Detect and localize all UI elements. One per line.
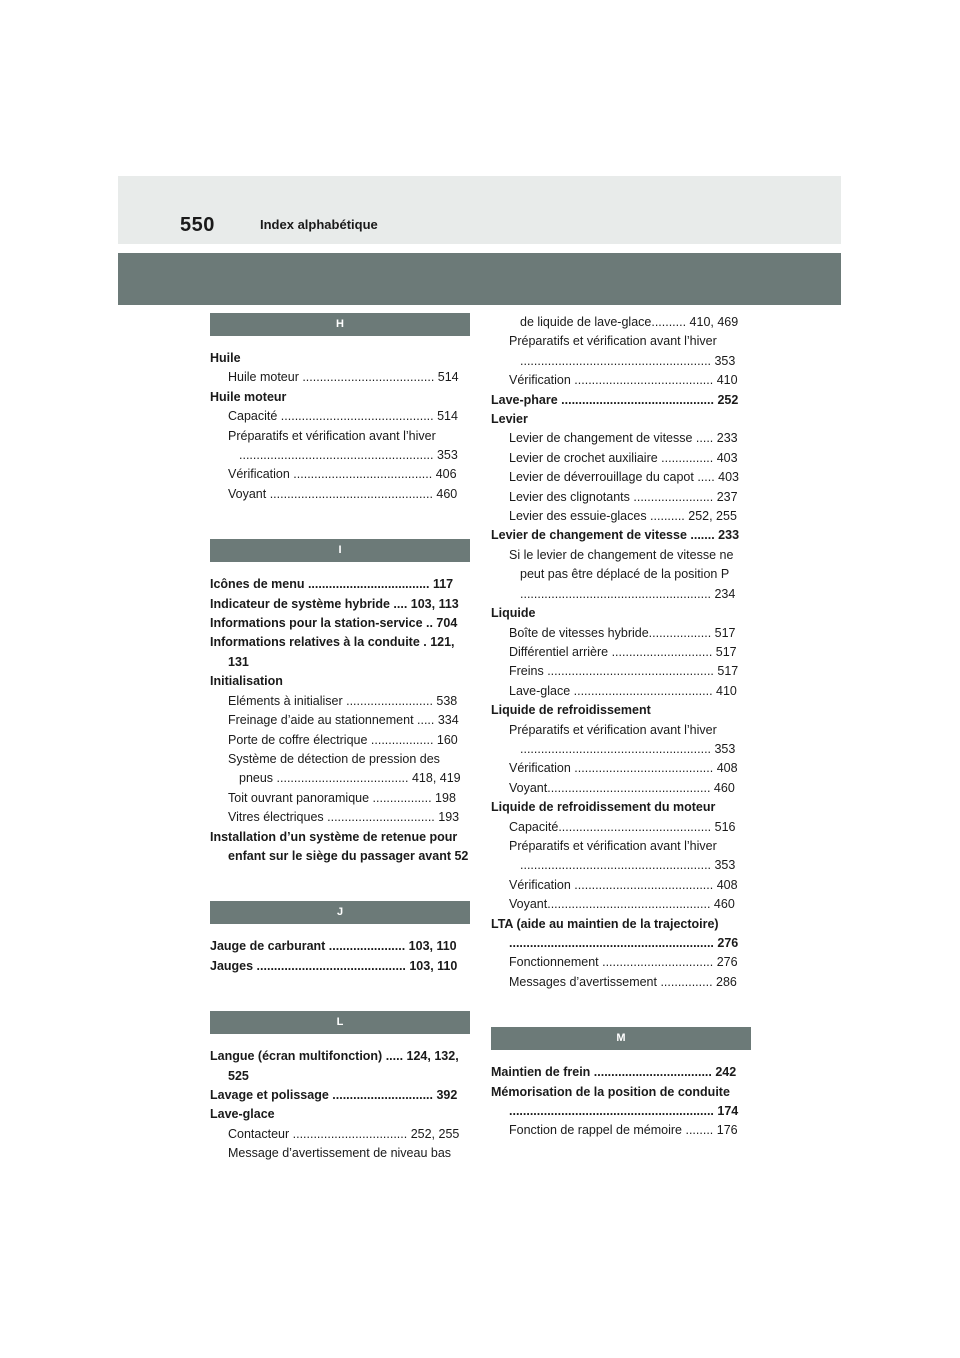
section-spacer <box>210 976 470 1011</box>
index-entry-main: Informations pour la station-service .. 704 <box>210 616 458 631</box>
index-entry-sub: Vérification ........................................ 408 <box>509 877 738 892</box>
index-entry-sub: Boîte de vitesses hybride.................. 517 <box>509 625 736 640</box>
index-entry-sub: Eléments à initialiser ......................... 538 <box>228 693 458 708</box>
index-entry-main: Initialisation <box>210 674 283 689</box>
index-entry-sub-continued: ....................................................... 353 <box>520 741 736 756</box>
index-entry-main: Lave-phare ............................................ 252 <box>491 392 739 407</box>
index-entry-sub: Préparatifs et vérification avant l’hiver <box>509 334 717 349</box>
index-entry-sub: Vérification ........................................ 410 <box>509 373 738 388</box>
section-spacer <box>491 992 751 1027</box>
index-entry-main: Mémorisation de la position de conduite <box>491 1084 730 1099</box>
index-entry-main-continued: enfant sur le siège du passager avant 52 <box>228 848 469 863</box>
index-entry-sub: Vitres électriques ............................... 193 <box>228 810 460 825</box>
section-title: Index alphabétique <box>260 217 378 232</box>
index-entry-sub-continued: peut pas être déplacé de la position P <box>520 567 730 582</box>
index-entry-sub: Messages d’avertissement ............... 286 <box>509 974 737 989</box>
letter-section-header: J <box>210 901 470 924</box>
letter-section-header: I <box>210 539 470 562</box>
index-entry-sub-continued: ....................................................... 353 <box>520 353 736 368</box>
index-entry-sub-continued: ....................................................... 234 <box>520 586 736 601</box>
index-entry-main: Maintien de frein .................................. 242 <box>491 1065 737 1080</box>
index-entry-main: Levier de changement de vitesse ....... 233 <box>491 528 740 543</box>
index-entry-sub-continued: pneus ...................................... 418, 419 <box>239 771 461 786</box>
index-entry-sub: Levier de crochet auxiliaire ............... 403 <box>509 450 738 465</box>
index-entry-main-continued: ........................................................... 174 <box>509 1104 739 1119</box>
section-spacer <box>210 866 470 901</box>
index-entry-sub: Toit ouvrant panoramique ................. 198 <box>228 790 456 805</box>
index-entry-main: Icônes de menu ................................... 117 <box>210 577 454 592</box>
letter-section-header: M <box>491 1027 751 1050</box>
index-entry-sub: Si le levier de changement de vitesse ne <box>509 547 734 562</box>
index-entry-main: Jauges ........................................... 103, 110 <box>210 958 458 973</box>
index-entry-sub: Levier de déverrouillage du capot ..... 403 <box>509 470 740 485</box>
index-entry-sub: Vérification ........................................ 406 <box>228 467 457 482</box>
index-entry-sub: Vérification ........................................ 408 <box>509 761 738 776</box>
index-entry-sub: Fonction de rappel de mémoire ........ 176 <box>509 1123 738 1138</box>
index-entry-sub: Différentiel arrière ............................. 517 <box>509 644 737 659</box>
index-entry-main: LTA (aide au maintien de la trajectoire) <box>491 916 719 931</box>
index-entry-sub: Fonctionnement ................................ 276 <box>509 955 738 970</box>
index-entry-sub: Levier de changement de vitesse ..... 233 <box>509 431 738 446</box>
index-entry-sub: Système de détection de pression des <box>228 751 440 766</box>
index-entry-main: Huile moteur <box>210 389 287 404</box>
letter-section-header: L <box>210 1011 470 1034</box>
index-entry-main: Installation d’un système de retenue pour <box>210 829 458 844</box>
index-entry-main-continued: 131 <box>228 654 249 669</box>
index-entry-main-continued: ........................................................... 276 <box>509 936 739 950</box>
index-entry-sub: Voyant............................................... 460 <box>509 780 735 795</box>
index-entry-sub: Préparatifs et vérification avant l’hiver <box>228 428 436 443</box>
letter-section-header: H <box>210 313 470 336</box>
page-number: 550 <box>180 214 215 236</box>
header-dark-band <box>118 253 841 305</box>
index-entry-main: Langue (écran multifonction) ..... 124, 132, <box>210 1049 459 1064</box>
index-entry-main: Liquide <box>491 606 536 621</box>
index-column-right <box>491 313 751 1141</box>
index-entry-sub: Préparatifs et vérification avant l’hiver <box>509 838 717 853</box>
index-entry-main: Lave-glace <box>210 1107 275 1122</box>
index-entry-sub: Levier des clignotants ....................... 237 <box>509 489 738 504</box>
index-entry-main: Jauge de carburant ...................... 103, 110 <box>210 939 457 954</box>
index-entry-sub-continued: de liquide de lave-glace.......... 410, 469 <box>520 315 739 329</box>
index-entry-sub: Levier des essuie-glaces .......... 252, 255 <box>509 509 737 524</box>
index-entry-main: Lavage et polissage ............................. 392 <box>210 1087 458 1102</box>
index-entry-sub: Message d’avertissement de niveau bas <box>228 1146 452 1161</box>
index-entry-sub: Préparatifs et vérification avant l’hiver <box>509 722 717 737</box>
index-entry-sub: Porte de coffre électrique .................. 160 <box>228 732 458 747</box>
index-entry-sub: Voyant ............................................... 460 <box>228 486 458 501</box>
index-entry-main: Indicateur de système hybride .... 103, 113 <box>210 596 459 611</box>
index-entry-sub: Huile moteur ...................................... 514 <box>228 370 459 385</box>
index-entry-sub: Lave-glace ........................................ 410 <box>509 683 737 698</box>
index-entry-sub: Voyant............................................... 460 <box>509 897 735 912</box>
index-entry-main: Liquide de refroidissement du moteur <box>491 800 716 815</box>
index-entry-main: Huile <box>210 351 241 365</box>
index-entry-main-continued: 525 <box>228 1068 249 1083</box>
index-entry-sub-continued: ....................................................... 353 <box>520 858 736 873</box>
index-entry-main: Levier <box>491 412 528 427</box>
index-entry-sub: Freins ................................................ 517 <box>509 664 739 679</box>
index-entry-sub: Capacité............................................ 516 <box>509 819 736 834</box>
section-spacer <box>210 504 470 539</box>
index-entry-main: Liquide de refroidissement <box>491 703 651 718</box>
index-entry-sub: Freinage d’aide au stationnement ..... 334 <box>228 713 459 728</box>
index-entry-main: Informations relatives à la conduite . 121, <box>210 635 455 650</box>
index-entry-sub: Contacteur ................................. 252, 255 <box>228 1126 460 1141</box>
index-entry-sub-continued: ........................................................ 353 <box>239 448 458 463</box>
index-entry-sub: Capacité ............................................ 514 <box>228 409 458 424</box>
index-column-left <box>210 313 470 1164</box>
